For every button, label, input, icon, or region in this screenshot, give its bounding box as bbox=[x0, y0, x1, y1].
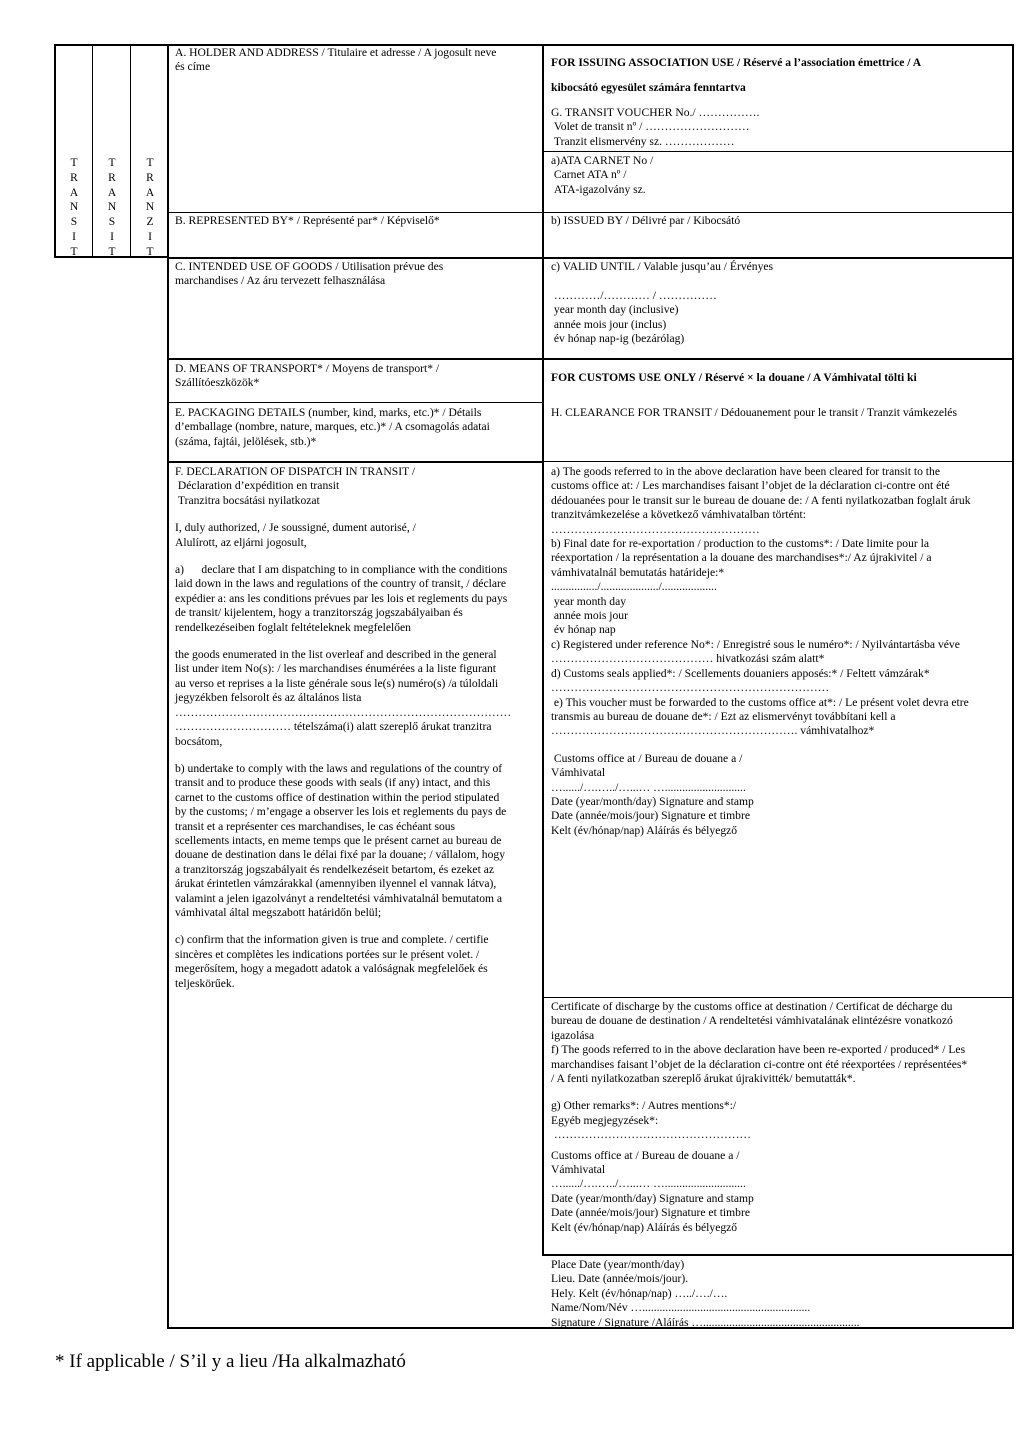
text-line: N bbox=[107, 201, 117, 214]
text-line: année mois jour (inclus) bbox=[551, 317, 667, 331]
text-line: R bbox=[108, 171, 116, 184]
text-line: marchandises faisant l’objet de la déclaration ci-contre ont été réexportées / représentées* bbox=[551, 1057, 968, 1071]
text-line: I bbox=[72, 230, 76, 243]
text-line: b) Final date for re-exportation / production to the customs*: / Date limite pour la bbox=[551, 537, 929, 551]
ata-carnet-number[interactable] bbox=[545, 152, 1012, 212]
text-line: bocsátom, bbox=[175, 734, 223, 748]
text-line: Vámhivatal bbox=[551, 1163, 606, 1177]
ata-carnet-label bbox=[551, 154, 1006, 197]
text-line: réexportation / la représentation a la douane des marchandises*:/ Az újrakivitel / a bbox=[551, 551, 932, 565]
clearance-section bbox=[545, 463, 1012, 997]
declaration-goods bbox=[175, 648, 535, 749]
clearance-for-transit-title bbox=[551, 406, 1006, 420]
represented-by-field[interactable] bbox=[169, 212, 541, 257]
text-line: I bbox=[148, 230, 152, 243]
discharge-section bbox=[545, 998, 1012, 1254]
hline-left-d bbox=[167, 402, 543, 403]
text-line: Tranzit elismervény sz. ……………… bbox=[551, 134, 735, 148]
text-line: e) This voucher must be forwarded to the customs office at*: / Le présent volet devra etre bbox=[551, 695, 969, 709]
text-line: év hónap nap-ig (bezárólag) bbox=[551, 332, 685, 346]
text-line: Hely. Kelt (év/hónap/nap) …../…./…. bbox=[551, 1286, 728, 1300]
text-line: …………………………………………… bbox=[551, 1128, 751, 1142]
text-line: igazolása bbox=[551, 1028, 595, 1042]
text-line: B. REPRESENTED BY* / Représenté par* / Képviselő* bbox=[175, 214, 440, 227]
text-line: megerősítem, hogy a megadott adatok a valóságnak megfelelőek és bbox=[175, 962, 488, 976]
customs-use-title bbox=[551, 371, 1006, 385]
text-line: Vámhivatal bbox=[551, 766, 606, 780]
declaration-of-dispatch bbox=[169, 463, 541, 1323]
text-line: by the customs; / m’engage a observer les lois et reglements du pays de bbox=[175, 805, 507, 819]
text-line: Place Date (year/month/day) bbox=[551, 1258, 685, 1271]
center-divider bbox=[542, 44, 544, 1256]
text-line: de transit/ kijelentem, hogy a tranzitország jogszabályaiban és bbox=[175, 606, 463, 620]
clearance-clause-d bbox=[551, 667, 1006, 696]
text-line: ................/..................../................... bbox=[551, 580, 717, 594]
text-line: transmis au bureau de douane de*: / Ezt az elismervényt továbbítani kell a bbox=[551, 709, 896, 723]
issuing-association-title bbox=[551, 50, 1006, 100]
text-line: a) The goods referred to in the above declaration have been cleared for transit to the bbox=[551, 465, 940, 478]
text-line: D. MEANS OF TRANSPORT* / Moyens de transport* / bbox=[175, 362, 440, 375]
text-line: year month day (inclusive) bbox=[551, 303, 679, 317]
text-line: Certificate of discharge by the customs office at destination / Certificat de décharge du bbox=[551, 1000, 953, 1013]
discharge-title bbox=[551, 1000, 1006, 1043]
text-line: Customs office at / Bureau de douane a / bbox=[551, 1148, 740, 1162]
intended-use-field[interactable] bbox=[169, 258, 541, 358]
text-line: douane de destination dans le délai fixé par la douane; / vállalom, hogy bbox=[175, 848, 505, 862]
text-line: S bbox=[70, 216, 78, 229]
issuing-association-section bbox=[545, 48, 1012, 151]
intended-use-label bbox=[175, 260, 535, 289]
discharge-other-remarks[interactable] bbox=[551, 1099, 1006, 1142]
tab-transit-english bbox=[56, 156, 92, 260]
text-line: T bbox=[108, 157, 116, 169]
text-line: T bbox=[108, 245, 116, 258]
text-line: és címe bbox=[175, 60, 211, 74]
text-line: customs office at: / Les marchandises faisant l’objet de la déclaration ci-contre ont été bbox=[551, 479, 950, 493]
text-line: Carnet ATA nº / bbox=[551, 168, 627, 182]
text-line: d) Customs seals applied*: / Scellements douaniers apposés:* / Feltett vámzárak* bbox=[551, 666, 930, 680]
declaration-heading bbox=[175, 465, 535, 508]
declaration-clause-b bbox=[175, 762, 535, 920]
holder-address-field[interactable] bbox=[169, 44, 541, 212]
transit-voucher-number[interactable] bbox=[551, 106, 1006, 149]
text-line: A bbox=[145, 186, 155, 199]
packaging-details-label bbox=[175, 406, 535, 449]
tab-transit-french bbox=[94, 156, 130, 260]
hline-right-d bbox=[543, 358, 1014, 360]
text-line: Egyéb megjegyzések*: bbox=[551, 1113, 659, 1127]
text-line: scellements intacts, en meme temps que le présent carnet au bureau de bbox=[175, 833, 502, 847]
text-line: Customs office at / Bureau de douane a / bbox=[551, 751, 743, 765]
text-line: Kelt (év/hónap/nap) Aláírás és bélyegző bbox=[551, 823, 738, 837]
text-line: ………………………… tételszáma(i) alatt szereplő árukat tranzitra bbox=[175, 720, 492, 734]
text-line: Déclaration d’expédition en transit bbox=[175, 479, 340, 493]
valid-until-label bbox=[551, 260, 1006, 346]
text-line: b) ISSUED BY / Délivré par / Kibocsátó bbox=[551, 214, 741, 227]
text-line: au verso et reprises a la liste générale sous le(s) numéro(s) /a túloldali bbox=[175, 676, 499, 690]
text-line: list under item No(s): / les marchandises énumérées a la liste figurant bbox=[175, 662, 496, 676]
text-line: c) confirm that the information given is true and complete. / certifie bbox=[175, 933, 489, 947]
place-date-signature-text bbox=[551, 1258, 1006, 1328]
declaration-clause-a bbox=[175, 563, 535, 635]
text-line: Z bbox=[146, 216, 154, 229]
valid-until-field[interactable] bbox=[545, 258, 1012, 358]
declaration-intro bbox=[175, 521, 535, 550]
text-line: / A fenti nyilatkozatban szereplő árukat újrakivitték/ bemutatták*. bbox=[551, 1072, 856, 1086]
text-line: H. CLEARANCE FOR TRANSIT / Dédouanement pour le transit / Tranzit vámkezelés bbox=[551, 406, 957, 419]
text-line: árukat érintetlen vámzárakkal (amennyiben ilyennel el vannak látva), bbox=[175, 877, 497, 891]
text-line: E. PACKAGING DETAILS (number, kind, marks, etc.)* / Détails bbox=[175, 406, 482, 419]
text-line: année mois jour bbox=[551, 609, 628, 623]
text-line: Kelt (év/hónap/nap) Aláírás és bélyegző bbox=[551, 1220, 738, 1234]
text-line: tranzitvámkezelése a következő vámhivatalban történt: bbox=[551, 508, 806, 522]
place-date-signature[interactable] bbox=[545, 1256, 1012, 1328]
clearance-for-transit-header bbox=[545, 404, 1012, 434]
text-line: Date (année/mois/jour) Signature et timbre bbox=[551, 809, 750, 823]
clearance-clause-e bbox=[551, 696, 1006, 739]
text-line: transit and to produce these goods with seals (if any) intact, and this bbox=[175, 776, 491, 790]
text-line: (száma, fajtái, jelölések, stb.)* bbox=[175, 434, 317, 448]
text-line: d’emballage (nombre, nature, marques, etc.)* / A csomagolás adatai bbox=[175, 420, 490, 434]
text-line: kibocsátó egyesület számára fenntartva bbox=[551, 81, 746, 94]
declaration-clause-c bbox=[175, 933, 535, 991]
clearance-clause-a bbox=[551, 465, 1006, 537]
text-line: T bbox=[146, 245, 154, 258]
text-line: vámhivatalnál bemutatás határideje:* bbox=[551, 565, 725, 579]
customs-use-header bbox=[545, 369, 1012, 399]
text-line: marchandises / Az áru tervezett felhasználása bbox=[175, 274, 386, 288]
text-line: A bbox=[69, 186, 79, 199]
text-line: …....../….…../…...… …............................ bbox=[551, 780, 746, 794]
text-line: teljeskörűek. bbox=[175, 976, 235, 990]
text-line: év hónap nap bbox=[551, 623, 616, 637]
text-line: a)ATA CARNET No / bbox=[551, 154, 654, 167]
text-line: valamint a jelen igazolványt a rendeltetési vámhivatalnál bemutatom a bbox=[175, 891, 503, 905]
text-line: ………………………………………………………. vámhivatalhoz* bbox=[551, 724, 875, 738]
text-line: S bbox=[108, 216, 116, 229]
text-line: N bbox=[69, 201, 79, 214]
text-line: C. INTENDED USE OF GOODS / Utilisation prévue des bbox=[175, 260, 444, 273]
text-line: T bbox=[70, 157, 78, 169]
text-line: vámhivatal által megszabott határidőn belül; bbox=[175, 905, 382, 919]
text-line: A bbox=[107, 186, 117, 199]
text-line: dédouanées pour le transit sur le bureau de douane de: / A fenti nyilatkozatban foglalt áruk bbox=[551, 493, 971, 507]
means-of-transport-field[interactable] bbox=[169, 360, 541, 402]
hline-right-e bbox=[543, 461, 1014, 462]
clearance-customs-office[interactable] bbox=[551, 752, 1006, 838]
text-line: expédier a: ans les conditions prévues par les lois et reglements du pays bbox=[175, 591, 508, 605]
text-line: …………………………………………………………………………… bbox=[175, 705, 512, 719]
text-line: Szállítóeszközök* bbox=[175, 376, 260, 390]
text-line: Lieu. Date (année/mois/jour). bbox=[551, 1272, 689, 1286]
issued-by-field[interactable] bbox=[545, 212, 1012, 257]
clearance-clause-c bbox=[551, 638, 1006, 667]
text-line: F. DECLARATION OF DISPATCH IN TRANSIT / bbox=[175, 465, 416, 478]
holder-address-label bbox=[175, 46, 535, 75]
text-line: FOR CUSTOMS USE ONLY / Réservé × la douane / A Vámhivatal tölti ki bbox=[551, 371, 917, 384]
text-line: Volet de transit nº / ……………………… bbox=[551, 120, 750, 134]
text-line: T bbox=[70, 245, 78, 258]
means-of-transport-label bbox=[175, 362, 535, 391]
text-line: FOR ISSUING ASSOCIATION USE / Réservé a l’association émettrice / A bbox=[551, 56, 922, 69]
text-line: Alulírott, az eljárni jogosult, bbox=[175, 535, 307, 549]
text-line: year month day bbox=[551, 594, 627, 608]
text-line: ……………………………………………………………… bbox=[551, 681, 830, 695]
clearance-clause-b bbox=[551, 537, 1006, 638]
text-line: I, duly authorized, / Je soussigné, dument autorisé, / bbox=[175, 521, 416, 535]
tab-divider-2 bbox=[130, 44, 131, 258]
text-line: laid down in the laws and regulations of the country of transit, / déclare bbox=[175, 577, 506, 591]
text-line: Date (année/mois/jour) Signature et timbre bbox=[551, 1206, 750, 1220]
text-line: ……………………………………………… bbox=[551, 522, 760, 536]
tab-tranzit-hungarian bbox=[132, 156, 168, 260]
text-line: N bbox=[145, 201, 155, 214]
text-line: carnet to the customs office of destination within the period stipulated bbox=[175, 790, 500, 804]
packaging-details-field[interactable] bbox=[169, 404, 541, 461]
text-line: I bbox=[110, 230, 114, 243]
text-line: G. TRANSIT VOUCHER No./ ……………. bbox=[551, 106, 760, 119]
text-line: sincères et complètes les indications portées sur le présent volet. / bbox=[175, 947, 480, 961]
issued-by-label bbox=[551, 214, 1006, 228]
text-line: rendelkezéseiben foglalt feltételeknek megfelelően bbox=[175, 620, 411, 634]
text-line: Name/Nom/Név ….......................................................... bbox=[551, 1301, 811, 1315]
text-line: …………/………… / …………… bbox=[551, 288, 717, 302]
discharge-clause-f bbox=[551, 1043, 1006, 1086]
text-line: …………………………………… hivatkozási szám alatt* bbox=[551, 652, 825, 666]
text-line: c) VALID UNTIL / Valable jusqu’au / Érvényes bbox=[551, 260, 774, 273]
text-line: f) The goods referred to in the above declaration have been re-exported / produced* / Les bbox=[551, 1043, 966, 1057]
text-line: R bbox=[70, 171, 78, 184]
text-line: A. HOLDER AND ADDRESS / Titulaire et adresse / A jogosult neve bbox=[175, 46, 497, 59]
text-line: jegyzékben felsorolt és az általános lista bbox=[175, 691, 362, 705]
text-line: g) Other remarks*: / Autres mentions*:/ bbox=[551, 1099, 737, 1113]
text-line: Date (year/month/day) Signature and stamp bbox=[551, 1191, 754, 1205]
text-line: …....../….…../…...… …............................ bbox=[551, 1177, 746, 1191]
text-line: R bbox=[146, 171, 154, 184]
text-line: b) undertake to comply with the laws and regulations of the country of bbox=[175, 761, 503, 775]
footnote: * If applicable / S’il y a lieu /Ha alkalmazható bbox=[55, 1351, 406, 1372]
text-line: Signature / Signature /Aláírás …...................................................... bbox=[551, 1315, 860, 1328]
text-line: a tranzitország jogszabályait és rendelkezéseit betartom, és ezeket az bbox=[175, 862, 494, 876]
text-line: Date (year/month/day) Signature and stamp bbox=[551, 794, 754, 808]
text-line: a) declare that I am dispatching to in compliance with the conditions bbox=[175, 563, 508, 577]
represented-by-label bbox=[175, 214, 535, 228]
tab-divider-1 bbox=[92, 44, 93, 258]
text-line: bureau de douane de destination / A rendeltetési vámhivatalának elintézésre vonatkozó bbox=[551, 1014, 953, 1028]
text-line: c) Registered under reference No*: / Enregistré sous le numéro*: / Nyilvántartásba véve bbox=[551, 637, 960, 651]
text-line: ATA-igazolvány sz. bbox=[551, 182, 646, 196]
discharge-customs-office[interactable] bbox=[551, 1149, 1006, 1235]
text-line: transit et a représenter ces marchandises, le cas échéant sous bbox=[175, 819, 456, 833]
text-line: the goods enumerated in the list overleaf and described in the general bbox=[175, 648, 497, 662]
text-line: Tranzitra bocsátási nyilatkozat bbox=[175, 493, 320, 507]
text-line: T bbox=[146, 157, 154, 169]
text-line bbox=[551, 274, 1006, 288]
